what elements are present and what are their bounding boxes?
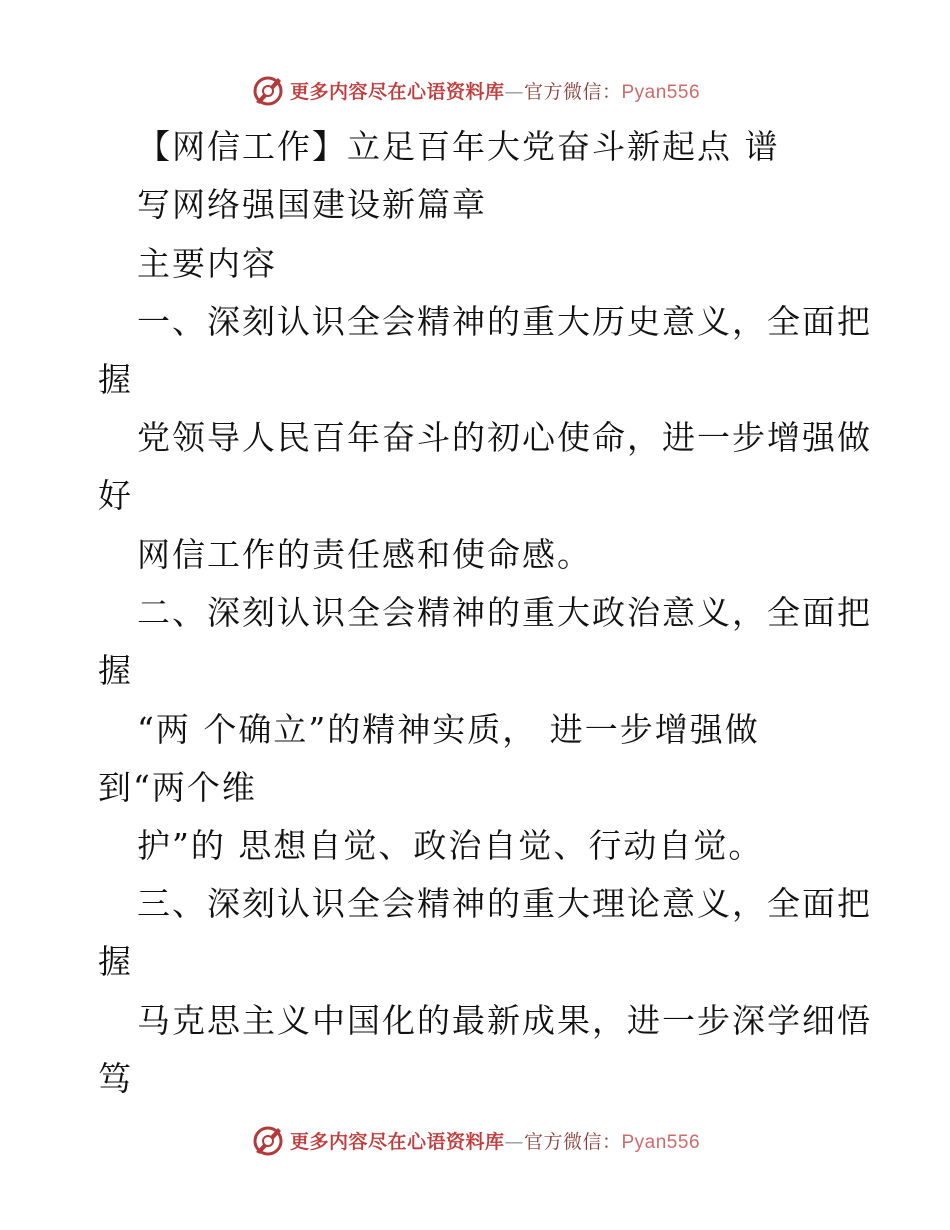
paragraph-line: 好 <box>98 476 133 515</box>
paragraph-line: 握 <box>98 651 133 690</box>
watermark-text: 更多内容尽在心语资料库—官方微信：Pyan556 <box>289 80 701 103</box>
paragraph-line: 二、深刻认识全会精神的重大政治意义，全面把 <box>137 593 872 632</box>
paragraph-line: 三、深刻认识全会精神的重大理论意义，全面把 <box>137 884 872 923</box>
document-title: 【网信工作】立足百年大党奋斗新起点 谱 <box>137 127 780 166</box>
paragraph-line: 护”的 思想自觉、政治自觉、行动自觉。 <box>137 826 764 865</box>
paragraph-line: 一、深刻认识全会精神的重大历史意义，全面把 <box>137 302 872 341</box>
paragraph-line: 握 <box>98 942 133 981</box>
footer-watermark <box>0 1120 950 1160</box>
paragraph-line: 握 <box>98 360 133 399</box>
watermark-text: 更多内容尽在心语资料库—官方微信：Pyan556 <box>289 1130 701 1153</box>
paragraph-line: 党领导人民百年奋斗的初心使命，进一步增强做 <box>137 418 872 457</box>
paragraph-line: “两 个确立”的精神实质， 进一步增强做 <box>137 710 760 749</box>
document-title-continued: 写网络强国建设新篇章 <box>137 185 487 224</box>
section-heading: 主要内容 <box>137 244 277 283</box>
quill-seal-icon <box>250 1122 286 1158</box>
paragraph-line: 到“两个维 <box>98 768 257 807</box>
header-watermark <box>0 70 950 110</box>
quill-seal-icon <box>250 72 286 108</box>
paragraph-line: 网信工作的责任感和使命感。 <box>137 535 592 574</box>
paragraph-line: 马克思主义中国化的最新成果，进一步深学细悟 <box>137 1001 872 1040</box>
paragraph-line: 笃 <box>98 1059 133 1098</box>
